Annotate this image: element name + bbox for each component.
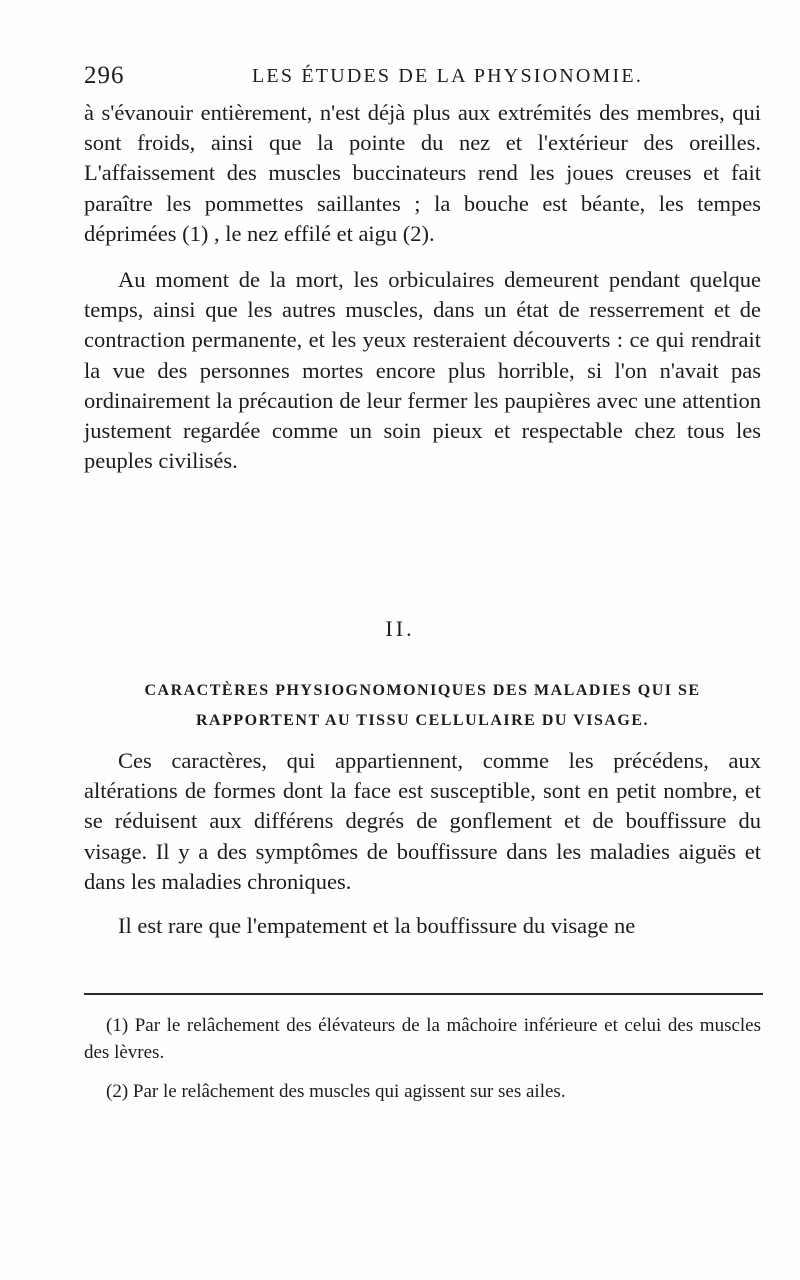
- footnote-2: (2) Par le relâchement des muscles qui agissent sur ses ailes.: [106, 1081, 566, 1102]
- footnote-1: (1) Par le relâchement des élévateurs de la mâchoire inférieure et celui des muscles des lèvres.: [84, 1015, 761, 1063]
- running-head: [84, 62, 764, 92]
- section-title: CARACTÈRES PHYSIOGNOMONIQUES DES MALADIES QUI SE RAPPORTENT AU TISSU CELLULAIRE DU VISAGE.: [144, 682, 701, 729]
- footnotes: [84, 1012, 761, 1117]
- body-text: [84, 98, 761, 476]
- footnote-rule: [84, 993, 763, 995]
- paragraph-moment-of-death: Au moment de la mort, les orbiculaires demeurent pendant quelque temps, ainsi que les autres muscles, dans un état de resserrement et de contraction permanente, et les yeux resteraient découverts : ce qui rendrait la vue des personnes mortes encore plus horrible, si l'on n'avait pas ordinairement la précaution de leur fermer les paupières avec une attention justement regardée comme un soin pieux et respectable chez tous les peuples civilisés.: [84, 267, 761, 474]
- paragraph-bouffissure: Il est rare que l'empatement et la bouffissure du visage ne: [118, 913, 636, 939]
- section-number: II.: [385, 616, 415, 641]
- paragraph-continuation: à s'évanouir entièrement, n'est déjà plus aux extrémités des membres, qui sont froids, ainsi que la pointe du nez et l'extérieur des oreilles. L'affaissement des muscles buccinateurs rend les joues creuses et fait paraître les pommettes saillantes ; la bouche est béante, les tempes déprimées (1) , le nez effilé et aigu (2).: [84, 100, 761, 246]
- paragraph-characters: Ces caractères, qui appartiennent, comme les précédens, aux altérations de formes dont la face est susceptible, sont en petit nombre, et se réduisent aux différens degrés de gonflement et de bouffissure du visage. Il y a des symptômes de bouffissure dans les maladies aiguës et dans les maladies chroniques.: [84, 748, 761, 894]
- section-body: [84, 746, 761, 941]
- page-number: 296: [84, 62, 125, 89]
- running-title: LES ÉTUDES DE LA PHYSIONOMIE.: [252, 65, 644, 87]
